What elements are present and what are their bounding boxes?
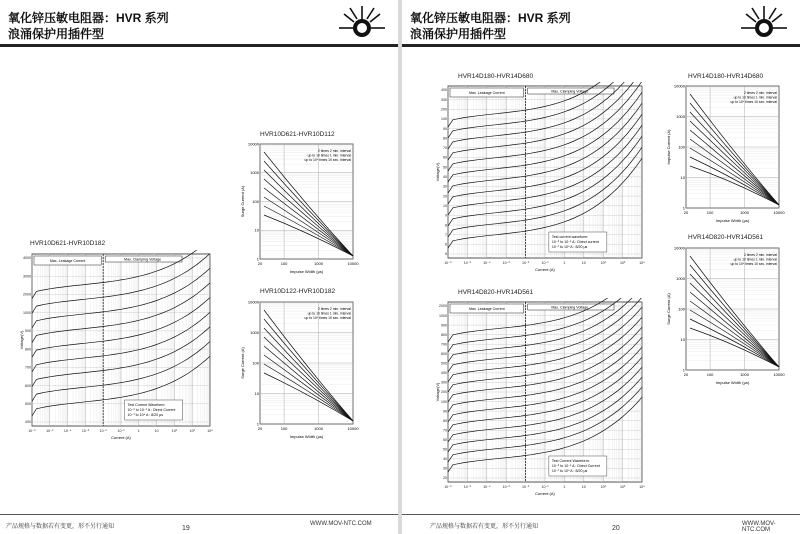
x-tick-label: 100	[706, 210, 714, 215]
y-tick-label: 600	[25, 383, 31, 388]
footer-notice: 产品规格与数据若有变更，形不另行通知	[430, 524, 539, 530]
y-tick-label: 100	[678, 144, 685, 150]
legend-line: 2 times 2 min. interval	[744, 91, 777, 95]
waveform-note-line: 10⁻¹ to 10⁴ A : 8/20 μs	[127, 413, 164, 417]
x-axis-label: Impulse Width (μs)	[289, 434, 324, 439]
legend-line: up to 10 times 1 min. interval	[733, 257, 777, 262]
x-tick-label: 100	[706, 372, 714, 377]
x-tick-label: 1	[137, 429, 140, 433]
y-tick-label: 200	[441, 390, 447, 395]
waveform-note-line: 10⁻⁶ to 10⁻¹ A : Direct Current	[551, 464, 600, 468]
y-tick-label: 1000	[439, 313, 447, 318]
y-tick-label: 800	[441, 332, 447, 337]
x-axis-label: Current (A)	[535, 491, 555, 496]
x-tick-label: 1	[563, 261, 566, 265]
y-tick-label: 7	[445, 232, 447, 237]
chart-title-surge2: HVR10D122-HVR10D182	[260, 288, 336, 295]
clamp-box-label: Max. Clamping Voltage	[551, 305, 589, 310]
x-tick-label: 10³	[189, 429, 195, 433]
y-tick-label: 300	[441, 380, 447, 385]
y-tick-label: 1	[682, 367, 685, 373]
y-tick-label: 800	[25, 347, 31, 352]
y-tick-label: 5	[445, 252, 447, 257]
chart-clamping-voltage-vc2	[434, 82, 646, 272]
y-tick-label: 80	[443, 418, 447, 423]
x-tick-label: 10⁻⁴	[63, 429, 72, 433]
y-tick-label: 10000	[673, 83, 685, 89]
x-tick-label: 10⁻³	[502, 261, 510, 265]
y-tick-label: 700	[441, 342, 447, 347]
x-tick-label: 10⁻²	[522, 261, 530, 265]
chart-title-vc2: HVR14D180-HVR14D680	[458, 73, 534, 80]
y-tick-label: 900	[441, 323, 447, 328]
y-tick-label: 10000	[247, 141, 259, 147]
waveform-note-line: 10⁻¹ to 10⁴ A : 8/20 μs	[551, 245, 588, 249]
footer-website-link[interactable]: WWW.MOV-NTC.COM	[310, 521, 372, 527]
y-tick-label: 10000	[673, 245, 685, 251]
y-axis-label: Impulse Current (A)	[666, 129, 671, 165]
chart-title-surge1: HVR10D621-HVR10D112	[260, 131, 335, 138]
x-tick-label: 10³	[619, 485, 626, 489]
x-tick-label: 1000	[740, 210, 749, 215]
x-tick-label: 10⁻²	[99, 429, 107, 433]
y-tick-label: 1	[682, 205, 685, 211]
chart-title-surge3: HVR14D180-HVR14D680	[688, 73, 764, 80]
y-tick-label: 200	[441, 107, 447, 112]
y-tick-label: 3000	[23, 274, 31, 279]
y-axis-label: Surge Current (A)	[666, 293, 671, 325]
y-tick-label: 600	[441, 351, 447, 356]
footer-notice: 产品规格与数据若有变更，形不另行通知	[6, 524, 115, 530]
y-tick-label: 60	[443, 155, 447, 160]
waveform-note-line: Test Current Waveform:	[127, 403, 166, 407]
title-line-2: 浪涌保护用插件型	[410, 27, 507, 41]
y-tick-label: 90	[443, 126, 447, 131]
y-tick-label: 70	[443, 428, 447, 433]
x-tick-label: 20	[683, 372, 689, 377]
page-left	[0, 0, 398, 534]
x-tick-label: 10⁻²	[522, 485, 530, 489]
legend-line: up to 10⁶ times 10 sec. interval	[304, 158, 351, 162]
x-tick-label: 100	[280, 261, 288, 266]
chart-title-vc3: HVR14D820-HVR14D561	[458, 289, 534, 296]
x-tick-label: 10000	[347, 261, 359, 266]
x-axis-label: Current (A)	[111, 435, 131, 440]
waveform-note-line: Test current waveform:	[551, 235, 589, 239]
y-tick-label: 10000	[247, 299, 259, 305]
y-tick-label: 10	[680, 174, 685, 180]
page-title	[8, 10, 169, 42]
y-tick-label: 100	[252, 360, 259, 366]
y-tick-label: 40	[443, 175, 447, 180]
page-right	[402, 0, 800, 534]
waveform-note-line: 10⁻⁶ to 10⁻¹ A : Direct current	[551, 240, 599, 244]
y-tick-label: 100	[252, 198, 259, 204]
y-tick-label: 1000	[676, 275, 685, 281]
y-tick-label: 1	[256, 256, 259, 262]
x-axis-label: Impulse Width (μs)	[715, 218, 750, 223]
x-tick-label: 10⁻⁶	[444, 261, 452, 265]
x-tick-label: 1000	[314, 261, 323, 266]
x-tick-label: 10⁻³	[81, 429, 89, 433]
y-tick-label: 2000	[23, 292, 31, 297]
x-tick-label: 10⁻¹	[541, 485, 549, 489]
y-tick-label: 10	[254, 390, 259, 396]
y-tick-label: 40	[443, 457, 447, 462]
clamp-box-label: Max. Clamping Voltage	[551, 89, 589, 94]
y-tick-label: 70	[443, 146, 447, 151]
x-tick-label: 10	[581, 261, 586, 265]
x-axis-label: Impulse Width (μs)	[715, 380, 750, 385]
y-tick-label: 10	[443, 203, 447, 208]
y-tick-label: 100	[441, 117, 447, 122]
x-tick-label: 10⁴	[639, 485, 645, 489]
y-tick-label: 2000	[439, 304, 447, 309]
x-tick-label: 10⁴	[207, 429, 213, 433]
legend-line: up to 10⁶ times 10 sec. interval	[730, 262, 777, 266]
y-tick-label: 10	[680, 336, 685, 342]
chart-title-vc1: HVR10D621-HVR10D182	[30, 240, 106, 247]
y-tick-label: 80	[443, 136, 447, 141]
x-tick-label: 10000	[773, 372, 785, 377]
chart-surge-current-surge3	[664, 82, 789, 224]
x-tick-label: 10²	[600, 261, 606, 265]
y-axis-label: Voltage(V)	[435, 162, 440, 182]
y-tick-label: 500	[441, 361, 447, 366]
y-tick-label: 50	[443, 447, 447, 452]
y-tick-label: 9	[445, 213, 447, 218]
y-axis-label: Surge Current (A)	[240, 185, 245, 218]
legend-line: 2 times 2 min. interval	[318, 149, 351, 153]
x-tick-label: 10⁴	[639, 261, 645, 265]
x-tick-label: 10	[154, 429, 159, 433]
y-tick-label: 700	[25, 365, 31, 370]
x-tick-label: 10000	[773, 210, 785, 215]
y-tick-label: 20	[443, 476, 447, 481]
y-tick-label: 1000	[676, 113, 685, 119]
waveform-note-line: Test Current Waveform:	[551, 459, 590, 463]
y-axis-label: Surge Current (A)	[240, 347, 245, 379]
x-tick-label: 1000	[740, 372, 749, 377]
y-tick-label: 30	[443, 466, 447, 471]
x-tick-label: 20	[683, 210, 689, 215]
y-tick-label: 400	[441, 88, 447, 93]
x-tick-label: 10000	[347, 426, 359, 431]
x-tick-label: 10⁻¹	[117, 429, 125, 433]
legend-line: up to 10 times 1 min. interval	[307, 311, 351, 316]
x-tick-label: 10⁻⁶	[28, 429, 36, 433]
page-number: 20	[612, 525, 620, 532]
leakage-box-label: Max. Leakage Current	[469, 307, 505, 311]
y-tick-label: 30	[443, 184, 447, 189]
y-tick-label: 8	[445, 223, 447, 228]
y-tick-label: 1000	[23, 310, 31, 315]
y-axis-label: Voltage(V)	[19, 330, 24, 350]
y-tick-label: 1000	[250, 329, 259, 335]
x-tick-label: 10⁻⁵	[46, 429, 54, 433]
x-tick-label: 10⁻⁴	[483, 261, 491, 265]
x-tick-label: 10³	[619, 261, 626, 265]
header-rule	[0, 44, 398, 47]
x-tick-label: 10⁻¹	[541, 261, 549, 265]
ship-wheel-logo-icon	[338, 4, 386, 44]
legend-line: up to 10 times 1 min. interval	[307, 153, 351, 158]
x-tick-label: 10⁻⁵	[463, 485, 472, 489]
chart-clamping-voltage-vc1	[18, 250, 214, 440]
chart-surge-current-surge2	[238, 298, 363, 440]
legend-line: 2 times 2 min. interval	[318, 307, 351, 311]
y-tick-label: 400	[441, 371, 447, 376]
y-tick-label: 10	[254, 227, 259, 233]
clamp-box-label: Max. Clamping Voltage	[124, 257, 162, 262]
waveform-note-line: 10⁻¹ to 10⁴ A : 8/20 μs	[551, 469, 588, 473]
legend-line: up to 10⁶ times 10 sec. interval	[730, 100, 777, 104]
y-tick-label: 100	[441, 399, 447, 404]
y-tick-label: 1	[256, 421, 259, 427]
title-line-2: 浪涌保护用插件型	[8, 27, 105, 41]
x-tick-label: 20	[257, 261, 263, 266]
leakage-box-label: Max. Leakage Current	[469, 91, 505, 95]
chart-surge-current-surge4	[664, 244, 789, 386]
y-tick-label: 100	[678, 306, 685, 312]
x-tick-label: 10⁻⁶	[444, 485, 452, 489]
x-tick-label: 10	[581, 485, 586, 489]
leakage-box-label: Max. Leakage Current	[49, 259, 86, 263]
footer-website-link[interactable]: WWW.MOV-NTC.COM	[742, 521, 776, 533]
x-tick-label: 10²	[171, 429, 178, 433]
y-tick-label: 4000	[23, 256, 31, 261]
y-tick-label: 300	[441, 97, 447, 102]
chart-surge-current-surge1	[238, 140, 363, 275]
y-tick-label: 6	[445, 242, 447, 247]
page-number: 19	[182, 525, 190, 532]
x-axis-label: Current (A)	[535, 267, 555, 272]
y-tick-label: 500	[25, 401, 31, 406]
title-line-1: 氧化锌压敏电阻器：HVR 系列	[8, 11, 169, 25]
legend-line: 2 times 2 min. interval	[744, 253, 777, 257]
chart-clamping-voltage-vc3	[434, 298, 646, 496]
y-tick-label: 1000	[250, 170, 259, 176]
ship-wheel-logo-icon	[740, 4, 788, 44]
y-tick-label: 400	[25, 420, 31, 425]
y-axis-label: Voltage(V)	[435, 382, 440, 402]
legend-line: up to 10 times 1 min. interval	[733, 95, 777, 100]
chart-title-surge4: HVR14D820-HVR14D561	[688, 234, 764, 241]
title-line-1: 氧化锌压敏电阻器：HVR 系列	[410, 11, 571, 25]
x-tick-label: 20	[257, 426, 263, 431]
x-tick-label: 1000	[314, 426, 323, 431]
y-tick-label: 90	[443, 409, 447, 414]
waveform-note-line: 10⁻⁶ to 10⁻¹ A : Direct Current	[127, 408, 176, 412]
y-tick-label: 50	[443, 165, 447, 170]
x-tick-label: 100	[280, 426, 288, 431]
x-tick-label: 10⁻⁴	[483, 485, 491, 489]
x-axis-label: Impulse Width (μs)	[289, 269, 324, 274]
x-tick-label: 1	[563, 485, 566, 489]
header-rule	[402, 44, 800, 47]
x-tick-label: 10⁻³	[502, 485, 510, 489]
footer-rule	[0, 514, 398, 515]
footer-rule	[402, 514, 800, 515]
legend-line: up to 10⁶ times 10 sec. interval	[304, 316, 351, 320]
page-title	[410, 10, 571, 42]
y-tick-label: 20	[443, 194, 447, 199]
x-tick-label: 10²	[600, 485, 606, 489]
y-tick-label: 60	[443, 437, 447, 442]
y-tick-label: 900	[25, 329, 31, 334]
x-tick-label: 10⁻⁵	[463, 261, 472, 265]
